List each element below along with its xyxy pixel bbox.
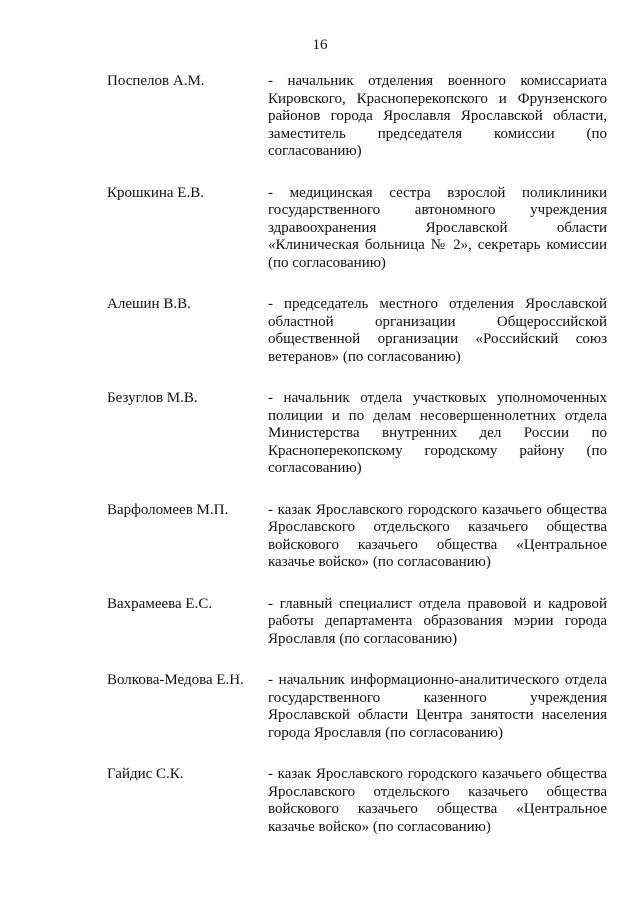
member-description: - главный специалист отдела правовой и кадровой работы департамента образования мэрии города Ярославля (по согласованию) [268,595,607,647]
member-name: Крошкина Е.В. [107,184,204,201]
member-description: - казак Ярославского городского казачьего общества Ярославского отдельского казачьего общества войскового казачьего общества «Центральное казачье войско» (по согласованию) [268,501,607,570]
commission-members-list [107,73,607,860]
page-number: 16 [312,37,328,53]
member-name: Вахрамеева Е.С. [107,595,213,612]
member-description: - председатель местного отделения Ярославской областной организации Общероссийской общественной организации «Российский союз ветеранов» (по согласованию) [268,296,607,365]
member-entry [107,766,607,836]
member-entry [107,596,607,649]
member-description: - начальник отделения военного комиссариата Кировского, Красноперекопского и Фрунзенского районов города Ярославля Ярославской области, заместитель председателя комиссии (по согласованию) [268,73,607,159]
member-entry [107,73,607,161]
member-description: - медицинская сестра взрослой поликлиники государственного автономного учреждения здравоохранения Ярославской области «Клиническая больница № 2», секретарь комиссии (по согласованию) [268,184,607,271]
member-entry [107,672,607,742]
member-description: - начальник информационно-аналитического отдела государственного казенного учреждения Ярославской области Центра занятости населения города Ярославля (по согласованию) [268,672,607,741]
member-entry [107,296,607,366]
member-name: Гайдис С.К. [107,766,184,782]
member-description: - начальник отдела участковых уполномоченных полиции и по делам несовершеннолетних отдела Министерства внутренних дел России по Красноперекопскому городскому району (по согласованию) [268,390,607,476]
member-entry [107,502,607,572]
member-entry [107,185,607,273]
member-name: Поспелов А.М. [107,73,205,89]
member-entry [107,390,607,478]
member-name: Варфоломеев М.П. [107,501,229,518]
member-name: Безуглов М.В. [107,390,198,406]
member-name: Волкова-Медова Е.Н. [107,672,244,688]
member-name: Алешин В.В. [107,296,191,312]
member-description: - казак Ярославского городского казачьего общества Ярославского отдельского казачьего общества войскового казачьего общества «Центральное казачье войско» (по согласованию) [268,766,607,835]
